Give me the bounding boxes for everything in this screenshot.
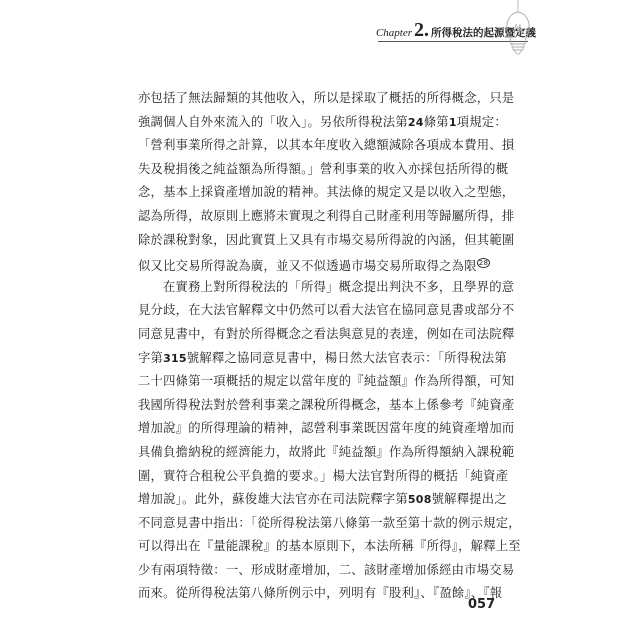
text-run: 號解釋之協同意見書中，楊日然大法官表示：「所得稅法第 [186, 350, 507, 365]
text-line [138, 181, 515, 205]
text-line [138, 394, 515, 418]
text-line [138, 417, 515, 441]
text-run: 念，基本上採資產增加說的精神。其法條的規定又是以收入之型態， [138, 185, 515, 200]
text-run: 字第 [138, 350, 164, 365]
text-run: 我國所得稅法對於營利事業之課稅所得概念，基本上係參考『純資產 [138, 397, 515, 412]
text-line [138, 465, 509, 489]
text-run: 除於課稅對象，因此實質上又具有市場交易所得說的內涵，但其範圍 [138, 232, 515, 247]
chapter-title: 所得稅法的起源暨定義 [431, 27, 536, 39]
text-line [138, 205, 515, 229]
text-line [138, 134, 515, 158]
page-number: 057 [468, 597, 496, 612]
text-line [138, 488, 507, 512]
bold-number: 1 [448, 115, 457, 129]
text-run: 圍，實符合租稅公平負擔的要求。」楊大法官對所得的概括「純資產 [138, 468, 509, 483]
text-line [138, 299, 515, 323]
text-line [138, 323, 515, 347]
text-line [138, 441, 515, 465]
text-run: 可以得出在『量能課稅』的基本原則下，本法所稱『所得』，解釋上至 [138, 539, 521, 554]
text-run: 而來。從所得稅法第八條所例示中，列明有『股利』、『盈餘』、『報 [138, 586, 503, 601]
text-run: 二十四條第一項概括的規定以當年度的『純益額』作為所得額，可知 [138, 374, 515, 389]
text-line [138, 87, 515, 111]
text-run: 「營利事業所得之計算，以其本年度收入總額減除各項成本費用、損 [138, 138, 515, 153]
text-line [138, 252, 502, 276]
text-run: 項規定： [456, 114, 507, 129]
text-line [138, 512, 521, 536]
text-run: 不同意見書中指出：「從所得稅法第八條第一款至第十款的例示規定， [138, 515, 521, 530]
text-run: 強調個人自外來流入的「收入」。另依所得稅法第 [138, 114, 408, 129]
bold-number: 24 [407, 115, 424, 129]
bold-number: 315 [163, 351, 187, 365]
text-line [138, 229, 515, 253]
text-line [138, 276, 515, 300]
text-run: 見分歧，在大法官解釋文中仍然可以看大法官在協同意見書或部分不 [138, 303, 515, 318]
text-line [138, 535, 521, 559]
chapter-number: 2. [414, 19, 429, 41]
text-line [138, 158, 509, 182]
text-run: 條第 [423, 114, 449, 129]
bold-number: 508 [407, 493, 432, 507]
lightbulb-icon [496, 0, 540, 60]
text-line [138, 559, 515, 583]
text-line [138, 370, 515, 394]
text-line [138, 347, 507, 371]
text-run: 失及稅捐後之純益額為所得額。」營利事業的收入亦採包括所得的概 [138, 161, 509, 176]
text-line [138, 111, 507, 135]
text-run: 少有兩項特徵：一、形成財產增加，二、該財產增加係經由市場交易 [138, 562, 515, 577]
text-line [138, 582, 502, 606]
text-run: 在實務上對所得稅法的「所得」概念提出判決不多，且學界的意 [163, 279, 515, 294]
text-run: 號解釋提出之 [431, 492, 507, 507]
text-run: 似又比交易所得說為廣，並又不似透過市場交易所取得之為限 [138, 259, 477, 274]
text-run: 亦包括了無法歸類的其他收入，所以是採取了概括的所得概念，只是 [138, 91, 515, 105]
text-run: 增加說』的所得理論的精神，認營利事業既因當年度的純資產增加而 [138, 421, 515, 436]
footnote-marker: 28 [478, 259, 489, 268]
text-run: 認為所得，故原則上應將未實現之利得自己財產利用等歸屬所得，排 [138, 208, 515, 223]
text-run: 增加說」。此外，蘇俊雄大法官亦在司法院釋字第 [138, 492, 408, 507]
body-text [138, 87, 521, 606]
text-run: 同意見書中，有對於所得概念之看法與意見的表達，例如在司法院釋 [138, 326, 515, 341]
text-run: 具備負擔納稅的經濟能力，故將此『純益額』作為所得額納入課稅範 [138, 444, 515, 459]
chapter-word: Chapter [375, 27, 412, 39]
